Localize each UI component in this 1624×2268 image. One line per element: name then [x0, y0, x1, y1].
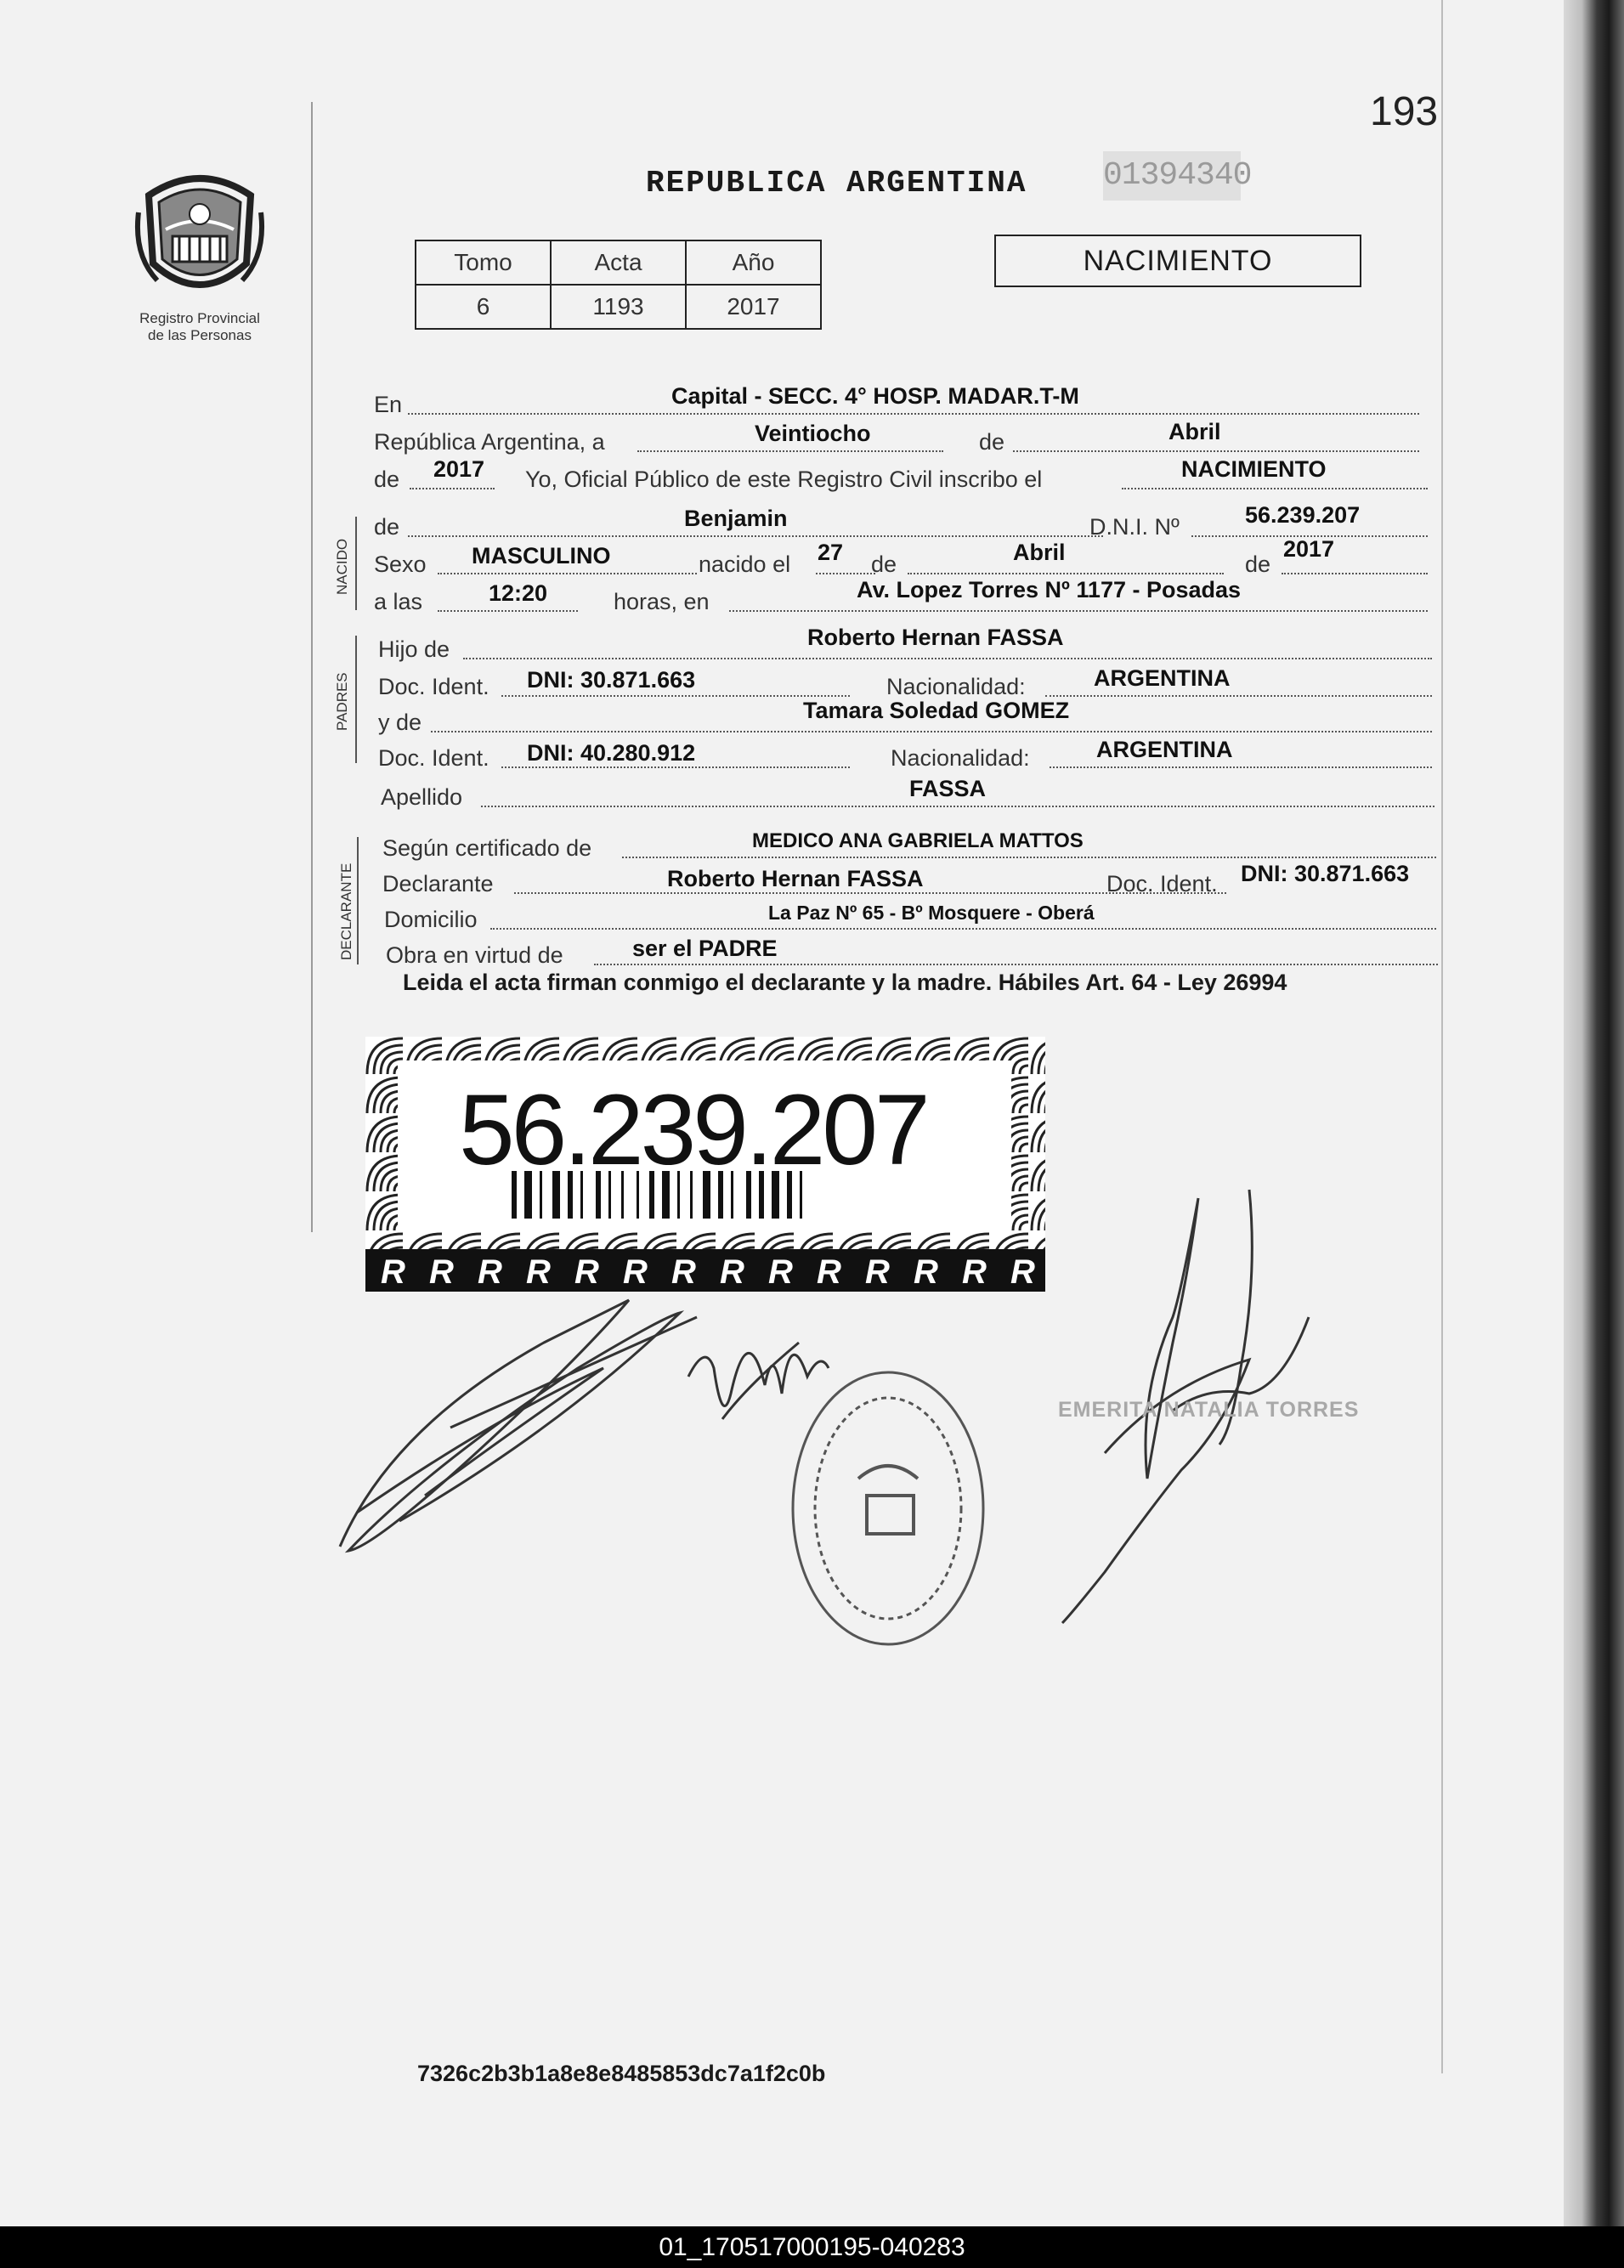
obra-label: Obra en virtud de: [386, 942, 563, 968]
svg-text:R: R: [768, 1253, 793, 1291]
y-de-label: y de: [378, 710, 422, 735]
en-label: En: [374, 392, 403, 417]
dotted-line: [501, 766, 850, 768]
field-row-madre: [378, 698, 1432, 736]
field-row-padre-doc: [378, 666, 1432, 700]
tomo-value: 6: [416, 285, 551, 329]
svg-text:R: R: [720, 1253, 744, 1291]
dotted-line: [438, 573, 697, 574]
month-value: Abril: [1168, 419, 1221, 444]
nacido-el-label: nacido el: [699, 551, 791, 577]
anio-header: Año: [686, 240, 821, 285]
document-title: REPUBLICA ARGENTINA: [646, 166, 1027, 201]
field-row-apellido: [381, 777, 1434, 811]
declarante-label: Declarante: [382, 871, 494, 896]
mother-doc: DNI: 40.280.912: [527, 740, 696, 766]
mother-nationality: ARGENTINA: [1096, 737, 1233, 762]
svg-text:R: R: [817, 1253, 841, 1291]
dni-label: D.N.I. Nº: [1089, 514, 1180, 540]
dotted-line: [908, 573, 1224, 574]
svg-text:R: R: [381, 1253, 405, 1291]
svg-text:R: R: [478, 1253, 502, 1291]
logo-caption-line-1: Registro Provincial: [139, 310, 260, 326]
logo-caption: [102, 310, 297, 344]
inscribo-value: NACIMIENTO: [1181, 456, 1327, 482]
dotted-line: [408, 535, 1103, 537]
domicilio-value: La Paz Nº 65 - Bº Mosquere - Oberá: [768, 902, 1095, 924]
document-type-box: NACIMIENTO: [994, 235, 1361, 287]
hijo-de-label: Hijo de: [378, 636, 450, 662]
de-label: de: [979, 429, 1005, 455]
dotted-line: [1282, 573, 1428, 574]
yo-text: Yo, Oficial Público de este Registro Civil inscribo el: [525, 467, 1043, 492]
de2-label: de: [374, 467, 400, 492]
official-stamp-name: EMERITA NATALIA TORRES: [1058, 1398, 1360, 1422]
nacionalidad-label: Nacionalidad:: [886, 674, 1026, 699]
field-row-nombre: [374, 502, 1428, 540]
field-row-madre-doc: [378, 738, 1432, 772]
section-label-declarante: DECLARANTE: [338, 863, 354, 960]
republica-label: República Argentina, a: [374, 429, 605, 455]
de4-label: de: [1245, 551, 1271, 577]
signature-center: [688, 1343, 829, 1419]
field-row-sexo: [374, 536, 1428, 578]
svg-text:R: R: [1010, 1253, 1035, 1291]
field-row-domicilio: [384, 899, 1438, 933]
field-row-fecha: [374, 421, 1419, 455]
day-words: Veintiocho: [755, 421, 871, 446]
birth-year: 2017: [1283, 536, 1335, 562]
id-number: 56.239.207: [459, 1074, 927, 1186]
apellido-label: Apellido: [381, 784, 463, 810]
dotted-line: [438, 610, 578, 612]
doc-ident-label: Doc. Ident.: [378, 745, 489, 771]
section-label-padres: PADRES: [334, 672, 350, 731]
acta-value: 1193: [551, 285, 686, 329]
province-seal-logo: [132, 161, 268, 306]
form-margin-line-right: [1441, 0, 1443, 2073]
a-las-label: a las: [374, 589, 423, 614]
doc-ident-label: Doc. Ident.: [378, 674, 489, 699]
footer-file-id: 01_170517000195-040283: [0, 2226, 1624, 2268]
en-value: Capital - SECC. 4° HOSP. MADAR.T-M: [671, 383, 1079, 409]
dotted-line: [1122, 488, 1428, 489]
horas-en-label: horas, en: [614, 589, 710, 614]
svg-text:R: R: [865, 1253, 890, 1291]
dotted-line: [1050, 766, 1432, 768]
dotted-line: [410, 488, 495, 489]
sexo-label: Sexo: [374, 551, 427, 577]
svg-text:R: R: [914, 1253, 938, 1291]
page-number: 193: [1370, 89, 1439, 134]
nombre-value: Benjamin: [684, 506, 788, 531]
dotted-line: [408, 413, 1419, 415]
dotted-line: [816, 573, 875, 574]
year-value: 2017: [433, 456, 485, 482]
form-margin-line: [311, 102, 313, 1232]
record-table: [415, 240, 822, 330]
tomo-header: Tomo: [416, 240, 551, 285]
svg-text:R: R: [526, 1253, 551, 1291]
dni-value: 56.239.207: [1245, 502, 1361, 528]
section-label-nacido: NACIDO: [334, 538, 350, 595]
field-row-inscribo: [374, 456, 1428, 493]
dotted-line: [637, 450, 943, 452]
dotted-line: [1013, 450, 1419, 452]
acta-header: Acta: [551, 240, 686, 285]
section-rule-padres: [355, 636, 357, 763]
father-name: Roberto Hernan FASSA: [807, 625, 1064, 650]
doc-ident-label: Doc. Ident.: [1106, 871, 1218, 896]
section-rule-nacido: [355, 517, 357, 610]
document-hash: 7326c2b3b1a8e8e8485853dc7a1f2c0b: [417, 2061, 826, 2086]
dotted-line: [463, 658, 1432, 659]
field-row-padre: [378, 625, 1432, 663]
domicilio-label: Domicilio: [384, 907, 478, 932]
father-nationality: ARGENTINA: [1094, 665, 1231, 691]
official-seal: [793, 1372, 983, 1644]
svg-text:R: R: [429, 1253, 454, 1291]
page-binding-edge: [1564, 0, 1624, 2226]
dotted-line: [1045, 695, 1432, 697]
dotted-line: [490, 928, 1436, 930]
dotted-line: [481, 806, 1434, 807]
birth-day: 27: [818, 540, 844, 565]
declarante-value: Roberto Hernan FASSA: [667, 866, 924, 891]
field-row-hora-lugar: [374, 577, 1428, 615]
serial-number: 01394340: [1103, 151, 1241, 201]
dotted-line: [594, 964, 1438, 965]
signature-left: [340, 1300, 697, 1551]
birth-month: Abril: [1013, 540, 1066, 565]
apellido-value: FASSA: [909, 776, 987, 801]
segun-value: MEDICO ANA GABRIELA MATTOS: [752, 829, 1084, 852]
svg-text:R: R: [574, 1253, 599, 1291]
father-doc: DNI: 30.871.663: [527, 667, 696, 693]
birth-place: Av. Lopez Torres Nº 1177 - Posadas: [857, 577, 1242, 602]
sexo-value: MASCULINO: [472, 543, 611, 568]
svg-text:R: R: [671, 1253, 696, 1291]
anio-value: 2017: [686, 285, 821, 329]
field-row-segun: [382, 828, 1436, 862]
segun-label: Según certificado de: [382, 835, 592, 861]
field-row-en: [374, 384, 1419, 418]
obra-value: ser el PADRE: [632, 936, 778, 961]
dotted-line: [431, 731, 1432, 732]
section-rule-declarante: [357, 837, 359, 964]
field-row-obra: [386, 935, 1440, 969]
de3-label: de: [871, 551, 897, 577]
dotted-line: [501, 695, 850, 697]
closing-note: Leida el acta firman conmigo el declarante y la madre. Hábiles Art. 64 - Ley 26994: [403, 970, 1287, 995]
nacionalidad-label: Nacionalidad:: [891, 745, 1030, 771]
dotted-line: [622, 857, 1436, 858]
svg-text:R: R: [623, 1253, 648, 1291]
mother-name: Tamara Soledad GOMEZ: [803, 698, 1070, 723]
svg-text:R: R: [962, 1253, 987, 1291]
logo-caption-line-2: de las Personas: [148, 327, 252, 343]
dotted-line: [729, 610, 1428, 612]
field-row-declarante: [382, 863, 1436, 897]
nombre-label: de: [374, 514, 400, 540]
birth-time: 12:20: [489, 580, 548, 606]
declarante-doc: DNI: 30.871.663: [1241, 861, 1410, 886]
